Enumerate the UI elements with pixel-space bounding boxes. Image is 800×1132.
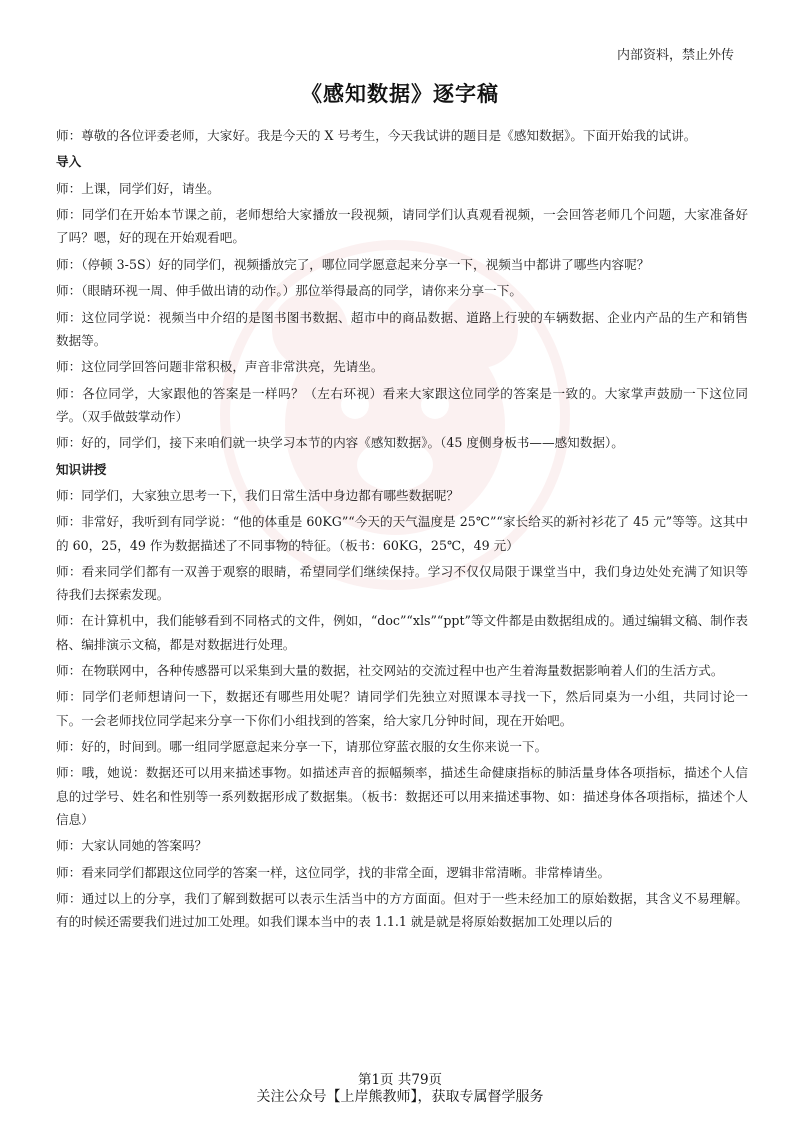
transcript-paragraph: 师：这位同学回答问题非常积极，声音非常洪亮，先请坐。 [56, 359, 384, 375]
section-heading: 知识讲授 [56, 461, 107, 477]
transcript-paragraph: 师：看来同学们都跟这位同学的答案一样，这位同学，找的非常全面，逻辑非常清晰。非常棒请坐。 [56, 864, 611, 880]
transcript-paragraph: 师：非常好，我听到有同学说：“他的体重是 60KG”“今天的天气温度是 25℃”“家长给买的新衬衫花了 45 元”等等。这其中的 60，25，49 作为数据描述了不同事物的特征。（板书：60KG，25℃，49 元） [56, 514, 748, 553]
transcript-paragraph: 师：（停顿 3-5S）好的同学们，视频播放完了，哪位同学愿意起来分享一下，视频当中都讲了哪些内容呢？ [56, 256, 650, 272]
transcript-paragraph: 师：尊敬的各位评委老师，大家好。我是今天的 X 号考生，今天我试讲的题目是《感知数据》。下面开始我的试讲。 [56, 128, 697, 143]
transcript-paragraph: 师：各位同学，大家跟他的答案是一样吗？（左右环视）看来大家跟这位同学的答案是一致的。大家掌声鼓励一下这位同学。（双手做鼓掌动作） [56, 385, 748, 424]
transcript-paragraph: 师：同学们老师想请问一下，数据还有哪些用处呢？请同学们先独立对照课本寻找一下，然后同桌为一小组，共同讨论一下。一会老师找位同学起来分享一下你们小组找到的答案，给大家几分钟时间，现在开始吧。 [56, 689, 748, 728]
page-title: 《感知数据》逐字稿 [301, 81, 499, 106]
transcript-paragraph: 师：在计算机中，我们能够看到不同格式的文件，例如，“doc”“xls”“ppt”等文件都是由数据组成的。通过编辑文稿、制作表格、编排演示文稿，都是对数据进行处理。 [56, 613, 749, 652]
transcript-paragraph: 师：（眼睛环视一周、伸手做出请的动作。）那位举得最高的同学，请你来分享一下。 [56, 283, 522, 299]
transcript-paragraph: 师：同学们在开始本节课之前，老师想给大家播放一段视频，请同学们认真观看视频，一会回答老师几个问题，大家准备好了吗？嗯，好的现在开始观看吧。 [56, 207, 748, 246]
page-footer [0, 1072, 800, 1106]
transcript-paragraph: 师：上课，同学们好，请坐。 [56, 180, 220, 196]
transcript-paragraph: 师：看来同学们都有一双善于观察的眼睛，希望同学们继续保持。学习不仅仅局限于课堂当中，我们身边处处充满了知识等待我们去探索发现。 [56, 563, 748, 603]
transcript-paragraph: 师：好的，时间到。哪一组同学愿意起来分享一下，请那位穿蓝衣服的女生你来说一下。 [56, 739, 548, 755]
transcript-paragraph: 师：通过以上的分享，我们了解到数据可以表示生活当中的方方面面。但对于一些未经加工的原始数据，其含义不易理解。有的时候还需要我们进过加工处理。如我们课本当中的表 1.1.1 就是就是将原始数据加工处理以后的 [56, 891, 748, 930]
section-heading: 导入 [56, 154, 82, 170]
transcript-paragraph: 师：这位同学说：视频当中介绍的是图书图书数据、超市中的商品数据、道路上行驶的车辆数据、企业内产品的生产和销售数据等。 [56, 309, 748, 348]
transcript-paragraph: 师：哦，她说：数据还可以用来描述事物。如描述声音的振幅频率，描述生命健康指标的肺活量身体各项指标，描述个人信息的过学号、姓名和性别等一系列数据形成了数据集。（板书：数据还可以用来描述事物、如：描述身体各项指标，描述个人信息） [56, 765, 748, 827]
transcript-body [56, 124, 748, 937]
transcript-paragraph: 师：同学们，大家独立思考一下，我们日常生活中身边都有哪些数据呢？ [56, 487, 459, 503]
transcript-paragraph: 师：好的，同学们，接下来咱们就一块学习本节的内容《感知数据》。（45 度侧身板书——感知数据）。 [56, 435, 624, 451]
transcript-paragraph: 师：在物联网中，各种传感器可以采集到大量的数据，社交网站的交流过程中也产生着海量数据影响着人们的生活方式。 [56, 663, 724, 679]
transcript-paragraph: 师：大家认同她的答案吗？ [56, 838, 208, 854]
confidential-note: 内部资料，禁止外传 [616, 48, 734, 63]
page-number: 第1页 共79页 [357, 1072, 443, 1088]
promo-text: 关注公众号【上岸熊教师】，获取专属督学服务 [256, 1089, 544, 1105]
